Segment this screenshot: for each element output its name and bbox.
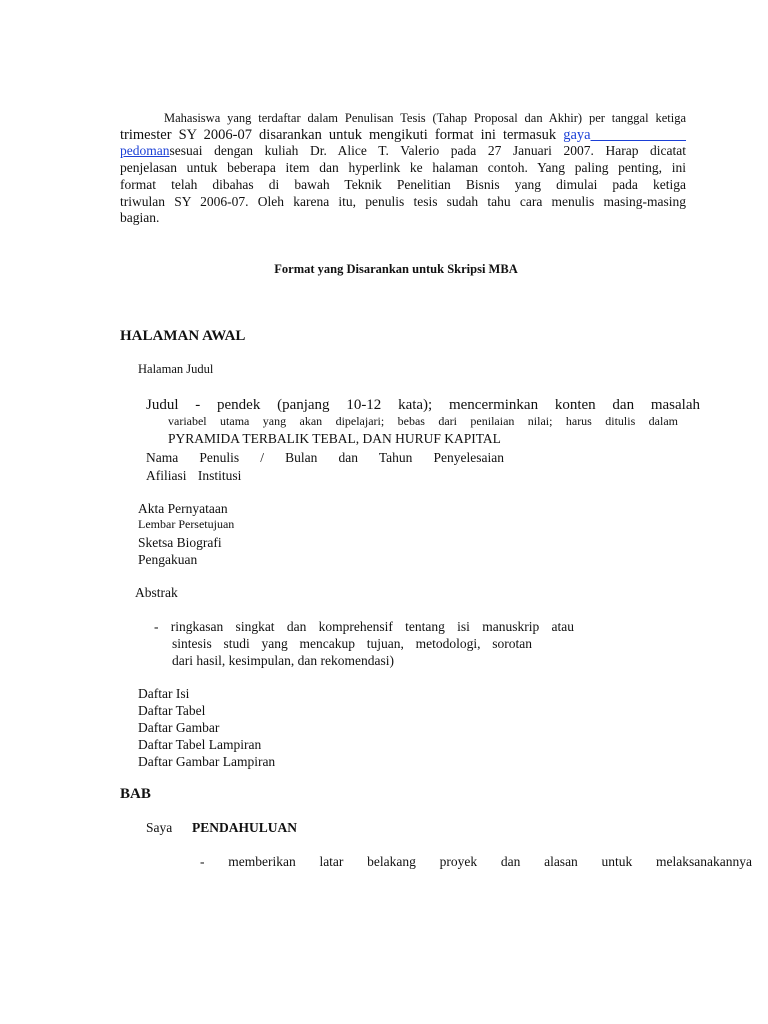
intro-line-3: pedomansesuai dengan kuliah Dr. Alice T. Valerio pada 27 Januari 2007. Harap dicatat: [120, 143, 686, 159]
section-heading-halaman-awal: HALAMAN AWAL: [120, 328, 246, 344]
sketsa-biografi: Sketsa Biografi: [138, 535, 222, 550]
judul-line-2: variabel utama yang akan dipelajari; bebas dari penilaian nilai; harus ditulis dalam: [168, 414, 678, 428]
abstrak-line-3: dari hasil, kesimpulan, dan rekomendasi): [172, 653, 394, 668]
lembar-persetujuan: Lembar Persetujuan: [138, 517, 235, 531]
judul-line-3: PYRAMIDA TERBALIK TEBAL, DAN HURUF KAPITAL: [168, 431, 501, 446]
daftar-gambar-lampiran: Daftar Gambar Lampiran: [138, 754, 276, 769]
afiliasi-institusi: Afiliasi Institusi: [146, 468, 242, 483]
document-title: Format yang Disarankan untuk Skripsi MBA: [274, 262, 518, 276]
halaman-judul: Halaman Judul: [138, 362, 214, 376]
abstrak-line-1: - ringkasan singkat dan komprehensif tentang isi manuskrip atau: [154, 619, 574, 634]
intro-line-6: triwulan SY 2006-07. Oleh karena itu, penulis tesis sudah tahu cara menulis masing-masing: [120, 193, 686, 209]
daftar-gambar: Daftar Gambar: [138, 720, 220, 735]
daftar-tabel-lampiran: Daftar Tabel Lampiran: [138, 737, 262, 752]
intro-line-1: Mahasiswa yang terdaftar dalam Penulisan Tesis (Tahap Proposal dan Akhir) per tanggal ketiga: [164, 111, 686, 125]
abstrak: Abstrak: [135, 585, 178, 600]
akta-pernyataan: Akta Pernyataan: [138, 501, 228, 516]
daftar-tabel: Daftar Tabel: [138, 703, 206, 718]
daftar-isi: Daftar Isi: [138, 686, 190, 701]
judul-line-1: Judul - pendek (panjang 10-12 kata); mencerminkan konten dan masalah: [146, 397, 700, 413]
nama-penulis: Nama Penulis / Bulan dan Tahun Penyelesaian: [146, 450, 504, 465]
abstrak-line-2: sintesis studi yang mencakup tujuan, metodologi, sorotan: [172, 636, 532, 651]
pengakuan: Pengakuan: [138, 552, 198, 567]
intro-line-7: bagian.: [120, 210, 160, 226]
intro-line-2: trimester SY 2006-07 disarankan untuk mengikuti format ini termasuk gaya: [120, 126, 591, 143]
intro-paragraph: [120, 110, 686, 227]
chapter-item-1: - memberikan latar belakang proyek dan alasan untuk melaksanakannya: [200, 854, 752, 869]
chapter-number: Saya: [146, 820, 173, 835]
guide-link[interactable]: pedoman: [120, 143, 170, 159]
chapter-title: PENDAHULUAN: [192, 820, 298, 835]
style-link[interactable]: gaya: [563, 126, 591, 143]
intro-line-4: penjelasan untuk beberapa item dan hyperlink ke halaman contoh. Yang paling penting, ini: [120, 160, 686, 176]
intro-line-5: format telah dibahas di bawah Teknik Penelitian Bisnis yang dimulai pada ketiga: [120, 176, 686, 192]
section-heading-bab: BAB: [120, 786, 151, 802]
